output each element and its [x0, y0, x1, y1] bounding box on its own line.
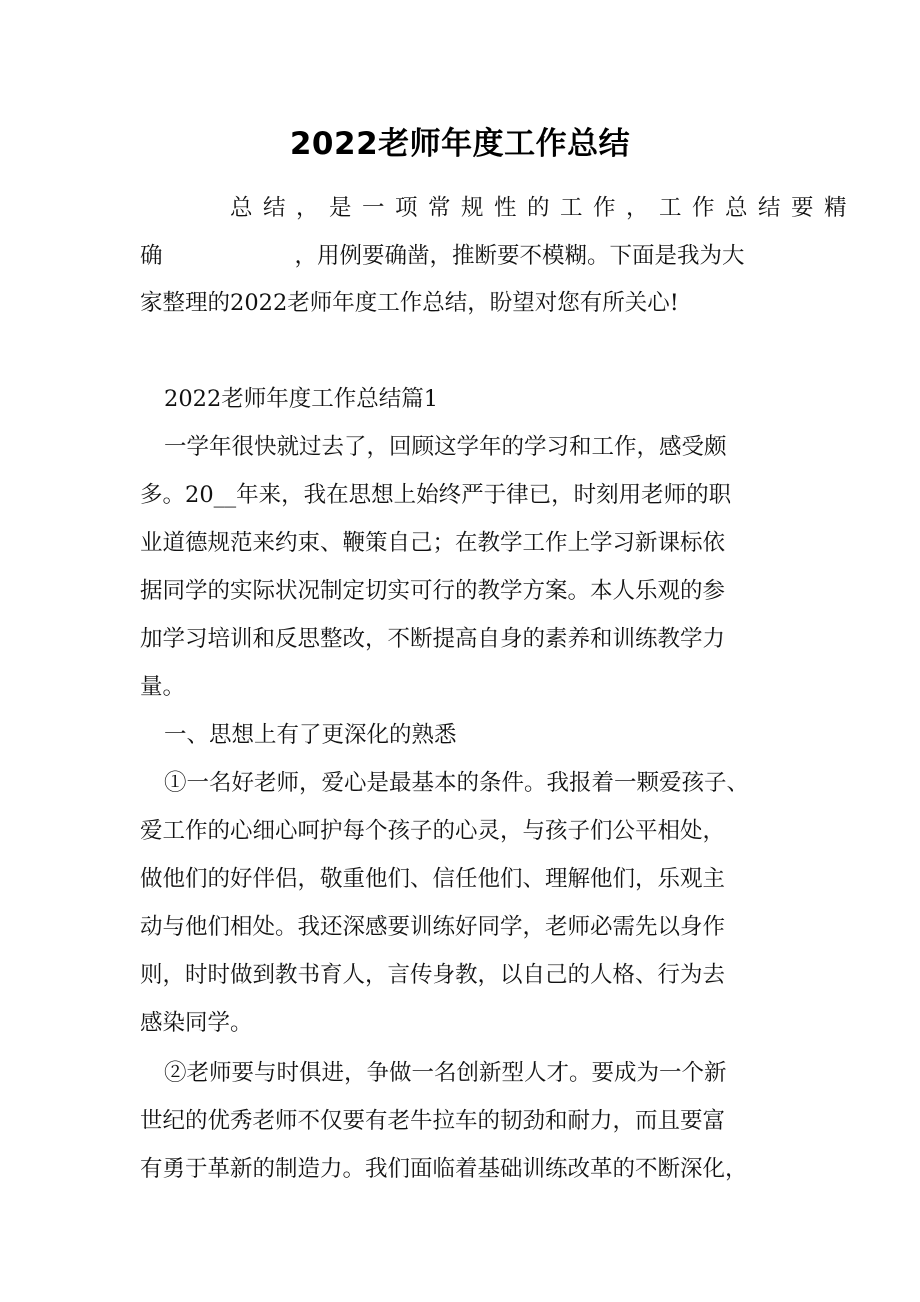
intro-line-1: 总结，是一项常规性的工作，工作总结要精 [230, 195, 858, 221]
paragraph-line: 一学年很快就过去了，回顾这学年的学习和工作，感受颇 [164, 434, 727, 460]
paragraph-line: 业道德规范来约束、鞭策自己；在教学工作上学习新课标依 [140, 530, 726, 556]
paragraph-line: ②老师要与时俱进，争做一名创新型人才。要成为一个新 [164, 1060, 727, 1086]
paragraph-line: 做他们的好伴侣，敬重他们、信任他们、理解他们，乐观主 [140, 866, 726, 892]
intro-line-3: 家整理的2022老师年度工作总结，盼望对您有所关心! [140, 290, 679, 316]
paragraph-line: 世纪的优秀老师不仅要有老牛拉车的韧劲和耐力，而且要富 [140, 1108, 726, 1134]
intro-line-2 [140, 241, 780, 271]
paragraph-line: 加学习培训和反思整改，不断提高自身的素养和训练教学力 [140, 626, 726, 652]
intro-line-2-start: 确 [140, 243, 163, 269]
paragraph-line: 则，时时做到教书育人，言传身教，以自己的人格、行为去 [140, 962, 726, 988]
paragraph-line: 多。20__年来，我在思想上始终严于律已，时刻用老师的职 [140, 482, 732, 508]
paragraph-line: 感染同学。 [140, 1010, 253, 1036]
section-heading: 2022老师年度工作总结篇1 [164, 386, 439, 412]
paragraph-line: ①一名好老师，爱心是最基本的条件。我报着一颗爱孩子、 [164, 770, 750, 796]
paragraph-line: 量。 [140, 674, 186, 700]
subheading: 一、思想上有了更深化的熟悉 [164, 722, 457, 748]
page-title: 2022老师年度工作总结 [289, 126, 631, 162]
intro-line-2-end: ，用例要确凿，推断要不模糊。下面是我为大 [294, 243, 745, 269]
paragraph-line: 爱工作的心细心呵护每个孩子的心灵，与孩子们公平相处， [140, 818, 726, 844]
paragraph-line: 动与他们相处。我还深感要训练好同学，老师必需先以身作 [140, 914, 726, 940]
paragraph-line: 据同学的实际状况制定切实可行的教学方案。本人乐观的参 [140, 578, 726, 604]
paragraph-line: 有勇于革新的制造力。我们面临着基础训练改革的不断深化， [140, 1156, 748, 1182]
